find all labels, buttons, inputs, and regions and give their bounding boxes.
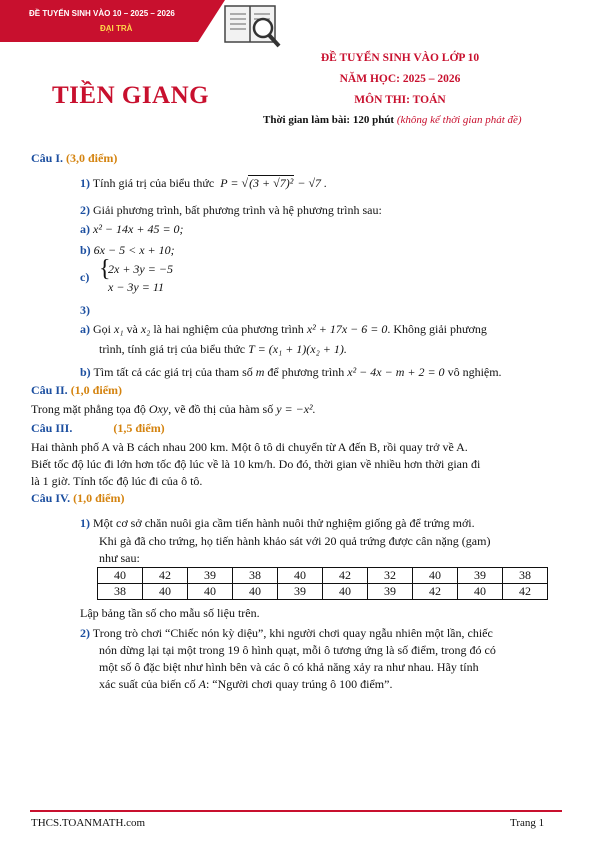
item-text: Tìm tất cả các giá trị của tham số <box>93 365 253 379</box>
table-cell: 40 <box>458 584 503 600</box>
item-letter: b) <box>80 365 91 379</box>
banner-title: ĐỀ TUYỂN SINH VÀO 10 – 2025 – 2026 <box>29 9 175 18</box>
table-cell: 40 <box>278 568 323 584</box>
table-cell: 39 <box>368 584 413 600</box>
footer-divider <box>30 810 562 812</box>
page-number: Trang 1 <box>510 817 545 829</box>
q4-part2-line1 <box>80 626 493 641</box>
q1-part3 <box>80 303 90 318</box>
question-3-line2: Biết tốc độ lúc đi lớn hơn tốc độ lúc về là 10 km/h. Do đó, thời gian về nhiều hơn thời gian đi <box>31 457 481 471</box>
table-row <box>98 568 548 584</box>
table-row <box>98 584 548 600</box>
header-banner <box>0 0 225 42</box>
item-text: : “Người chơi quay trúng ô 100 điểm”. <box>205 677 393 691</box>
item-text: vô nghiệm. <box>447 365 502 379</box>
item-text: là hai nghiệm của phương trình <box>153 322 304 336</box>
duration-text: Thời gian làm bài: 120 phút <box>263 114 395 126</box>
question-3-heading <box>31 421 165 436</box>
question-3-line1: Hai thành phố A và B cách nhau 200 km. Một ô tô di chuyển từ A đến B, rồi quay trở về A. <box>31 440 468 454</box>
q1-part2c <box>80 270 89 285</box>
item-letter: a) <box>80 222 90 236</box>
math-expression: T = (x₁ + 1)(x₂ + 1). <box>248 342 347 356</box>
math-expression: x² + 17x − 6 = 0 <box>306 322 388 336</box>
book-magnifier-icon <box>221 2 283 50</box>
question-points: (1,0 điểm) <box>70 383 123 397</box>
question-points: (1,5 điểm) <box>113 421 165 435</box>
table-cell: 42 <box>503 584 548 600</box>
item-number: 2) <box>80 626 90 640</box>
province-name: TIỀN GIANG <box>52 82 210 109</box>
question-3-line3: là 1 giờ. Tính tốc độ lúc đi của ô tô. <box>31 474 203 488</box>
item-number: 3) <box>80 303 90 317</box>
egg-weight-table <box>97 567 548 600</box>
q4-part1-line1 <box>80 516 475 531</box>
item-letter: b) <box>80 243 91 257</box>
system-brace: { <box>99 256 111 282</box>
q1-part3a <box>80 322 487 337</box>
table-cell: 40 <box>98 568 143 584</box>
q1-part3b <box>80 365 502 380</box>
math-expression: 6x − 5 < x + 10; <box>93 243 175 257</box>
item-letter: c) <box>80 270 90 284</box>
item-number: 1) <box>80 176 90 190</box>
math-variable: Oxy <box>148 402 169 416</box>
q4-after-table: Lập bảng tần số cho mẫu số liệu trên. <box>80 606 260 620</box>
table-cell: 40 <box>143 584 188 600</box>
question-label: Câu III. <box>31 421 73 435</box>
q4-part2-line2: nón dừng lại tại một trong 19 ô hình quạt, mỗi ô tương ứng là số điểm, trong đó có <box>99 643 496 657</box>
question-label: Câu IV. <box>31 491 71 505</box>
table-cell: 39 <box>188 568 233 584</box>
item-text: Gọi <box>93 322 111 336</box>
duration-note: (không kể thời gian phát đề) <box>396 114 522 126</box>
table-cell: 40 <box>323 584 368 600</box>
duration <box>263 114 522 126</box>
item-number: 1) <box>80 516 90 530</box>
item-text: Trong trò chơi “Chiếc nón kỳ diệu”, khi người chơi quay ngẫu nhiên một lần, chiếc <box>92 626 493 640</box>
question-2-heading <box>31 383 122 398</box>
math-expression: y = −x². <box>276 402 316 416</box>
question-points: (3,0 điểm) <box>66 151 118 165</box>
item-text: , vẽ đồ thị của hàm số <box>168 402 274 416</box>
q1-part2 <box>80 203 382 218</box>
banner-subtitle: ĐẠI TRÀ <box>100 24 133 33</box>
q1-part1 <box>80 176 327 191</box>
item-text: xác suất của biến cố <box>99 677 196 691</box>
table-cell: 32 <box>368 568 413 584</box>
item-text: . Không giải phương <box>387 322 487 336</box>
exam-title: ĐỀ TUYỂN SINH VÀO LỚP 10 <box>320 52 480 64</box>
q1-part2b <box>80 243 175 258</box>
math-x2: x₂ <box>140 322 151 336</box>
question-4-heading <box>31 491 124 506</box>
footer-site: THCS.TOANMATH.com <box>31 817 146 829</box>
q1-part3a-line2 <box>99 342 347 357</box>
school-year: NĂM HỌC: 2025 – 2026 <box>339 73 461 85</box>
subject: MÔN THI: TOÁN <box>354 94 446 106</box>
item-text: Giải phương trình, bất phương trình và hệ phương trình sau: <box>93 203 382 217</box>
table-cell: 38 <box>98 584 143 600</box>
q4-part2-line3: một số ô đặc biệt như hình bên và các ô có khả năng xảy ra như nhau. Hãy tính <box>99 660 479 674</box>
item-text: Một cơ sở chăn nuôi gia cầm tiến hành nuôi thử nghiệm giống gà để trứng mới. <box>93 516 475 530</box>
item-text: trình, tính giá trị của biểu thức <box>99 342 246 356</box>
table-cell: 38 <box>503 568 548 584</box>
math-variable: m <box>255 365 265 379</box>
question-2-text <box>31 402 316 417</box>
system-equation-1: 2x + 3y = −5 <box>108 262 173 276</box>
table-cell: 40 <box>233 584 278 600</box>
table-cell: 42 <box>143 568 188 584</box>
table-cell: 42 <box>323 568 368 584</box>
question-points: (1,0 điểm) <box>73 491 125 505</box>
item-text: Tính giá trị của biểu thức <box>92 176 215 190</box>
math-expression: x² − 4x − m + 2 = 0 <box>347 365 445 379</box>
item-text: để phương trình <box>267 365 345 379</box>
table-cell: 38 <box>233 568 278 584</box>
q4-part1-line3: như sau: <box>99 551 140 565</box>
question-1-heading <box>31 151 117 166</box>
item-text: Trong mặt phẳng tọa độ <box>31 402 146 416</box>
table-cell: 39 <box>458 568 503 584</box>
item-number: 2) <box>80 203 90 217</box>
math-x1: x₁ <box>114 322 124 336</box>
math-variable: A <box>198 677 206 691</box>
item-letter: a) <box>80 322 90 336</box>
math-expression: x² − 14x + 45 = 0; <box>93 222 184 236</box>
table-cell: 42 <box>413 584 458 600</box>
table-cell: 40 <box>413 568 458 584</box>
question-label: Câu II. <box>31 383 68 397</box>
question-label: Câu I. <box>31 151 64 165</box>
table-cell: 40 <box>188 584 233 600</box>
math-expression: P = √(3 + √7)² − √7 . <box>217 176 328 190</box>
q4-part1-line2: Khi gà đã cho trứng, họ tiến hành khảo sát với 20 quả trứng được cân nặng (gam) <box>99 534 491 548</box>
item-text: và <box>126 322 138 336</box>
q4-part2-line4 <box>99 677 392 692</box>
system-equation-2: x − 3y = 11 <box>108 280 164 294</box>
q1-part2a <box>80 222 184 237</box>
table-cell: 39 <box>278 584 323 600</box>
